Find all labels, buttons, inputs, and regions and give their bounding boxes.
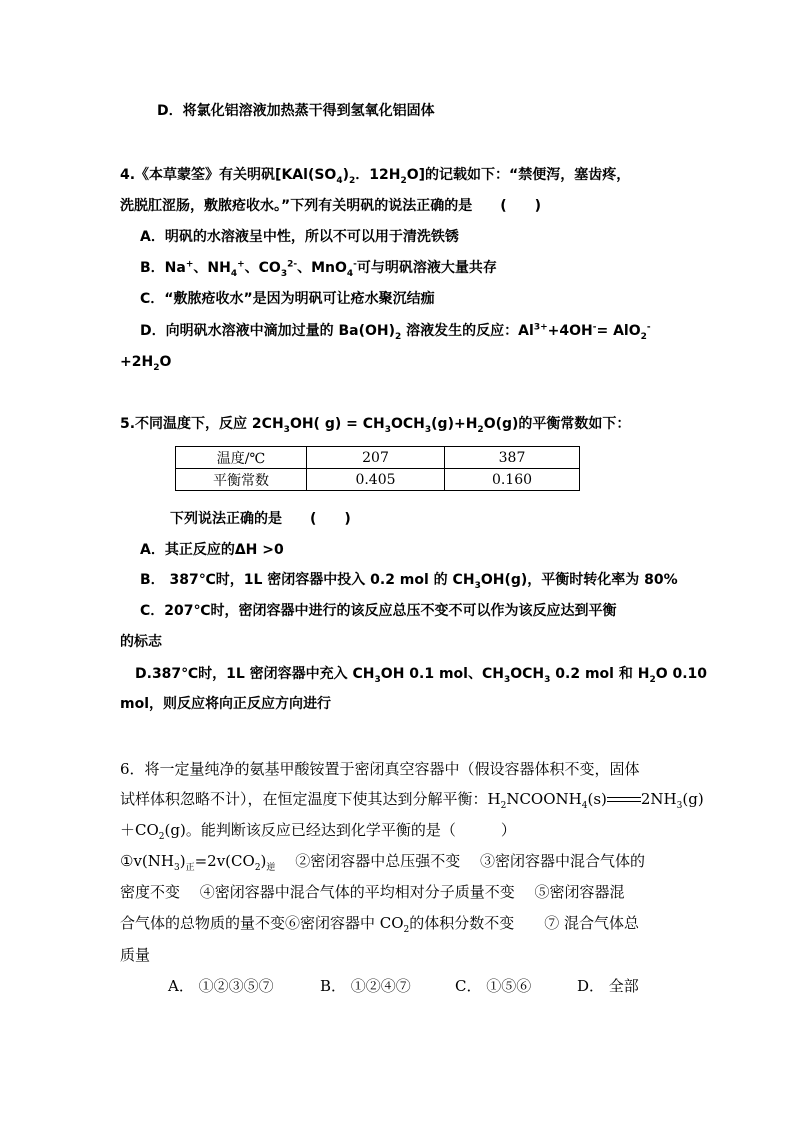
q6-conditions-line2: 密度不变 ④密闭容器中混合气体的平均相对分子质量不变 ⑤密闭容器混 — [120, 883, 625, 901]
q6-option-a: A． ①②③⑤⑦ — [168, 977, 274, 995]
table-cell: 0.405 — [307, 469, 445, 491]
table-cell: 0.160 — [445, 469, 580, 491]
q6-stem-line1: 6．将一定量纯净的氨基甲酸铵置于密闭真空容器中（假设容器体积不变，固体 — [120, 760, 640, 778]
q6-stem-line2: 试样体积忽略不计），在恒定温度下使其达到分解平衡：$H_2NCOONH_4(s)$ $2NH_3(g)$ — [120, 790, 704, 811]
q4-stem-line2: 洗脱肛涩肠，敷脓疮收水。”下列有关明矾的说法正确的是 ( ) — [120, 198, 541, 214]
q5-stem: 5.不同温度下，反应 $2CH_3OH$( $g) = CH_3OCH_3(g)+H_2O(g)$的平衡常数如下： — [120, 416, 631, 435]
q4-option-d-line2: $+2H_2O$ — [120, 354, 172, 373]
q6-stem-line3: $+CO_2(g)$。能判断该反应已经达到化学平衡的是（ ） — [120, 821, 516, 842]
q5-option-c-line1: C．207℃时，密闭容器中进行的该反应总压不变不可以作为该反应达到平衡 — [140, 603, 617, 619]
table-cell: 平衡常数 — [176, 469, 307, 491]
q6-option-c: C． ①⑤⑥ — [455, 977, 532, 995]
table-cell: 387 — [445, 447, 580, 469]
q3-option-d: D．将氯化铝溶液加热蒸干得到氢氧化铝固体 — [157, 103, 435, 119]
q4-option-b: B．Na+、$NH_4^+$、$CO_3^{2-}$、MnO$_4$-可与明矾溶液大量共存 — [140, 259, 497, 279]
equilibrium-arrow-icon — [607, 794, 641, 806]
q6-option-b: B． ①②④⑦ — [320, 977, 411, 995]
q5-prompt: 下列说法正确的是 ( ) — [170, 511, 351, 527]
q5-option-b: B． 387℃时，1L 密闭容器中投入 0.2 mol 的 $CH_3OH(g)$，平衡时转化率为 80% — [140, 572, 678, 591]
q6-conditions-line1: $①v(NH_3)_正=2v(CO_2)_逆$ ②密闭容器中总压强不变 ③密闭容器中混合气体的 — [120, 852, 645, 873]
table-cell: 207 — [307, 447, 445, 469]
q6-conditions-line4: 质量 — [120, 946, 151, 964]
q5-option-d-line2: mol，则反应将向正反应方向进行 — [120, 696, 332, 712]
equilibrium-constant-table — [175, 446, 580, 491]
table-cell: 温度/℃ — [176, 447, 307, 469]
q5-option-d-line1: D.387℃时，1L 密闭容器中充入 $CH_3OH$ 0.1 mol、$CH_3OCH_3$ 0.2 mol 和 $H_2O$ 0.10 — [135, 666, 708, 685]
q4-option-d-line1: D．向明矾水溶液中滴加过量的 $Ba(OH)_2$ 溶液发生的反应：$Al^{3+}+4OH^-= AlO_2^-$ — [140, 322, 651, 342]
q4-stem-line1: 4.《本草蒙筌》有关明矾[$KAl(SO_4)_2$．$12H_2O$]的记载如下：“禁便泻，塞齿疼， — [120, 167, 631, 186]
table-row — [176, 469, 580, 491]
q6-conditions-line3: 合气体的总物质的量不变⑥密闭容器中 $CO_2$的体积分数不变 ⑦ 混合气体总 — [120, 914, 640, 935]
q4-option-a: A．明矾的水溶液呈中性，所以不可以用于清洗铁锈 — [140, 229, 459, 245]
q5-option-a: A．其正反应的ΔH >0 — [140, 542, 284, 558]
table-row — [176, 447, 580, 469]
q6-option-d: D． 全部 — [577, 977, 639, 995]
q4-option-c: C．“敷脓疮收水”是因为明矾可让疮水聚沉结痂 — [140, 291, 435, 307]
q5-option-c-line2: 的标志 — [120, 634, 162, 650]
